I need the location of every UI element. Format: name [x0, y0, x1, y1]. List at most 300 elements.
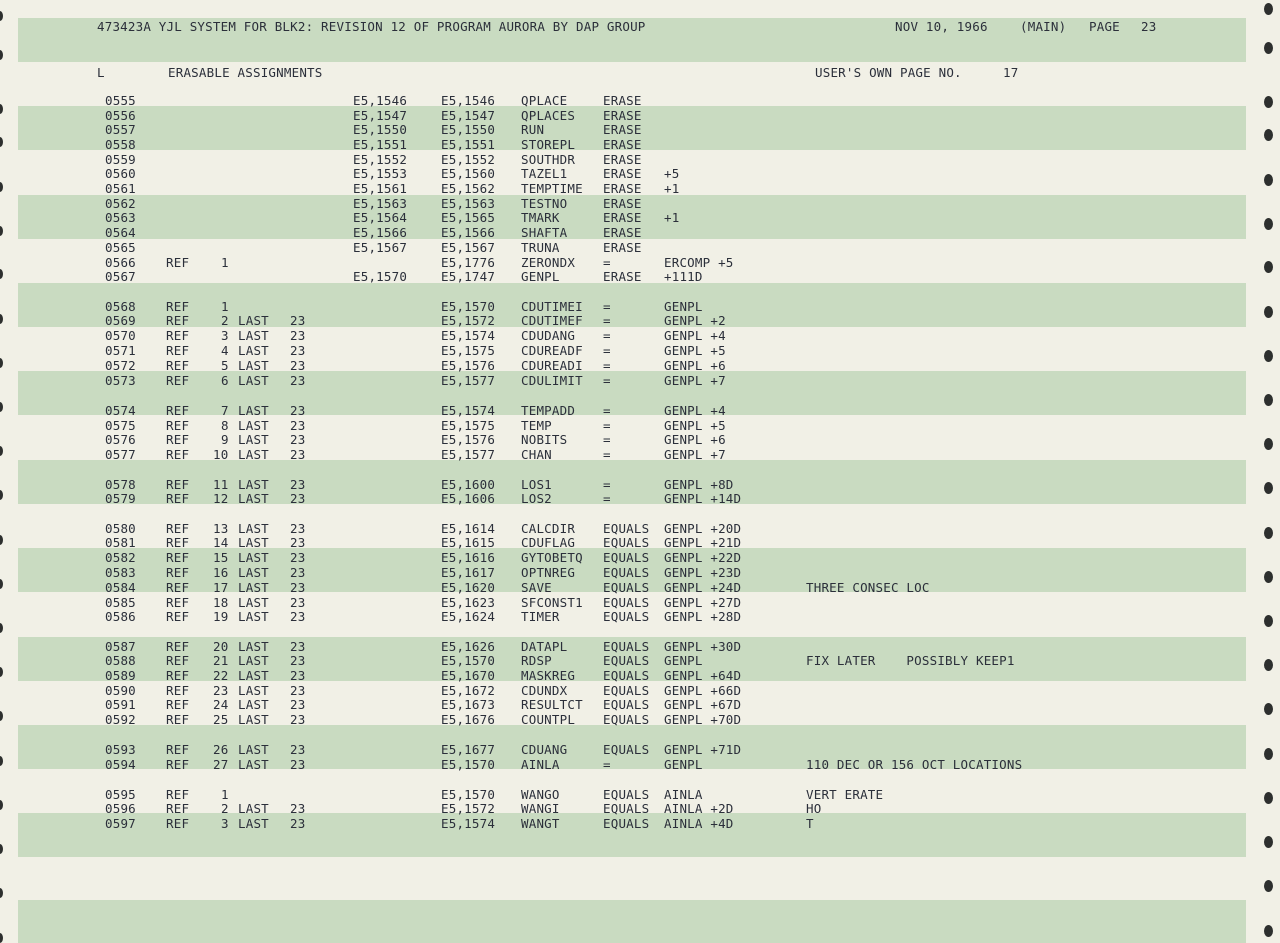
opcode: = [603, 255, 611, 270]
feed-hole-icon [1264, 261, 1273, 273]
address-right: E5,1623 [441, 595, 496, 610]
last-keyword: LAST [238, 521, 269, 536]
feed-hole-icon [1264, 218, 1273, 230]
line-number: 0557 [105, 122, 136, 137]
feed-hole-icon [0, 711, 3, 721]
ref-keyword: REF [166, 550, 190, 565]
line-number: 0561 [105, 181, 136, 196]
line-number: 0590 [105, 683, 136, 698]
ref-count: 3 [221, 328, 229, 343]
operand: GENPL +70D [664, 712, 742, 727]
address-right: E5,1626 [441, 639, 496, 654]
opcode: ERASE [603, 240, 642, 255]
address-right: E5,1550 [441, 122, 496, 137]
ref-keyword: REF [166, 816, 190, 831]
operand: GENPL +5 [664, 343, 726, 358]
opcode: ERASE [603, 225, 642, 240]
opcode: ERASE [603, 152, 642, 167]
line-number: 0572 [105, 358, 136, 373]
operand: GENPL +4 [664, 328, 726, 343]
opcode: = [603, 299, 611, 314]
last-keyword: LAST [238, 668, 269, 683]
address-right: E5,1546 [441, 93, 496, 108]
ref-keyword: REF [166, 535, 190, 550]
ref-keyword: REF [166, 595, 190, 610]
ref-count: 2 [221, 801, 229, 816]
last-page: 23 [290, 683, 306, 698]
feed-hole-icon [0, 623, 3, 633]
operand: GENPL +2 [664, 313, 726, 328]
symbol-name: OPTNREG [521, 565, 576, 580]
ref-count: 23 [213, 683, 229, 698]
operand: GENPL +7 [664, 447, 726, 462]
feed-hole-icon [0, 226, 3, 236]
symbol-name: CDUREADI [521, 358, 583, 373]
last-keyword: LAST [238, 595, 269, 610]
feed-hole-icon [1264, 792, 1273, 804]
ref-keyword: REF [166, 742, 190, 757]
address-right: E5,1677 [441, 742, 496, 757]
last-page: 23 [290, 550, 306, 565]
opcode: EQUALS [603, 595, 650, 610]
last-keyword: LAST [238, 683, 269, 698]
symbol-name: NOBITS [521, 432, 568, 447]
ref-count: 21 [213, 653, 229, 668]
operand: GENPL +6 [664, 358, 726, 373]
ref-keyword: REF [166, 358, 190, 373]
symbol-name: TEMPADD [521, 403, 576, 418]
ref-keyword: REF [166, 757, 190, 772]
ref-keyword: REF [166, 787, 190, 802]
line-number: 0563 [105, 210, 136, 225]
address-right: E5,1670 [441, 668, 496, 683]
address-right: E5,1570 [441, 757, 496, 772]
feed-hole-icon [1264, 174, 1273, 186]
line-number: 0558 [105, 137, 136, 152]
ref-count: 1 [221, 299, 229, 314]
line-number: 0560 [105, 166, 136, 181]
ref-count: 20 [213, 639, 229, 654]
symbol-name: QPLACES [521, 108, 576, 123]
comment: HO [806, 801, 822, 816]
last-page: 23 [290, 742, 306, 757]
last-page: 23 [290, 373, 306, 388]
last-page: 23 [290, 712, 306, 727]
address-right: E5,1575 [441, 343, 496, 358]
ref-keyword: REF [166, 343, 190, 358]
opcode: = [603, 343, 611, 358]
last-keyword: LAST [238, 639, 269, 654]
symbol-name: CDULIMIT [521, 373, 583, 388]
last-page: 23 [290, 697, 306, 712]
ref-count: 13 [213, 521, 229, 536]
opcode: EQUALS [603, 609, 650, 624]
ref-count: 1 [221, 255, 229, 270]
operand: GENPL +67D [664, 697, 742, 712]
address-left: E5,1553 [353, 166, 408, 181]
address-right: E5,1562 [441, 181, 496, 196]
feed-hole-icon [1264, 836, 1273, 848]
comment: 110 DEC OR 156 OCT LOCATIONS [806, 757, 1023, 772]
opcode: ERASE [603, 210, 642, 225]
ref-keyword: REF [166, 432, 190, 447]
operand: GENPL +23D [664, 565, 742, 580]
opcode: EQUALS [603, 683, 650, 698]
opcode: = [603, 418, 611, 433]
symbol-name: WANGI [521, 801, 560, 816]
symbol-name: TEMPTIME [521, 181, 583, 196]
last-page: 23 [290, 609, 306, 624]
last-page: 23 [290, 639, 306, 654]
feed-hole-icon [1264, 659, 1273, 671]
operand: ERCOMP +5 [664, 255, 734, 270]
section-title: ERASABLE ASSIGNMENTS [168, 65, 323, 80]
opcode: = [603, 403, 611, 418]
line-number: 0556 [105, 108, 136, 123]
operand: +111D [664, 269, 703, 284]
symbol-name: CDUTIMEI [521, 299, 583, 314]
address-right: E5,1547 [441, 108, 496, 123]
symbol-name: TAZEL1 [521, 166, 568, 181]
feed-hole-icon [0, 314, 3, 324]
last-page: 23 [290, 535, 306, 550]
operand: GENPL +66D [664, 683, 742, 698]
opcode: ERASE [603, 137, 642, 152]
line-number: 0555 [105, 93, 136, 108]
feed-hole-icon [1264, 394, 1273, 406]
last-keyword: LAST [238, 565, 269, 580]
last-page: 23 [290, 313, 306, 328]
symbol-name: CALCDIR [521, 521, 576, 536]
ref-count: 10 [213, 447, 229, 462]
address-right: E5,1600 [441, 477, 496, 492]
feed-hole-icon [0, 490, 3, 500]
opcode: = [603, 447, 611, 462]
ref-count: 5 [221, 358, 229, 373]
line-number: 0577 [105, 447, 136, 462]
feed-hole-icon [0, 535, 3, 545]
feed-hole-icon [0, 800, 3, 810]
ref-count: 11 [213, 477, 229, 492]
ref-count: 18 [213, 595, 229, 610]
line-number: 0566 [105, 255, 136, 270]
feed-hole-icon [1264, 571, 1273, 583]
ref-count: 24 [213, 697, 229, 712]
opcode: ERASE [603, 166, 642, 181]
address-right: E5,1620 [441, 580, 496, 595]
line-number: 0574 [105, 403, 136, 418]
symbol-name: ZERONDX [521, 255, 576, 270]
opcode: EQUALS [603, 535, 650, 550]
address-right: E5,1576 [441, 358, 496, 373]
last-page: 23 [290, 491, 306, 506]
ref-keyword: REF [166, 683, 190, 698]
address-right: E5,1614 [441, 521, 496, 536]
opcode: ERASE [603, 93, 642, 108]
last-page: 23 [290, 565, 306, 580]
listing-marker: L [97, 65, 105, 80]
address-right: E5,1560 [441, 166, 496, 181]
ref-count: 1 [221, 787, 229, 802]
opcode: = [603, 373, 611, 388]
line-number: 0595 [105, 787, 136, 802]
last-keyword: LAST [238, 801, 269, 816]
symbol-name: MASKREG [521, 668, 576, 683]
address-right: E5,1565 [441, 210, 496, 225]
operand: GENPL +64D [664, 668, 742, 683]
feed-hole-icon [1264, 438, 1273, 450]
last-keyword: LAST [238, 403, 269, 418]
ref-count: 25 [213, 712, 229, 727]
symbol-name: LOS2 [521, 491, 552, 506]
header-line [0, 19, 1157, 34]
opcode: EQUALS [603, 816, 650, 831]
address-right: E5,1574 [441, 403, 496, 418]
symbol-name: AINLA [521, 757, 560, 772]
line-number: 0597 [105, 816, 136, 831]
last-keyword: LAST [238, 328, 269, 343]
last-page: 23 [290, 757, 306, 772]
address-right: E5,1617 [441, 565, 496, 580]
line-number: 0568 [105, 299, 136, 314]
last-keyword: LAST [238, 697, 269, 712]
opcode: EQUALS [603, 712, 650, 727]
opcode: ERASE [603, 108, 642, 123]
address-left: E5,1551 [353, 137, 408, 152]
opcode: ERASE [603, 196, 642, 211]
line-number: 0583 [105, 565, 136, 580]
ref-keyword: REF [166, 373, 190, 388]
line-number: 0587 [105, 639, 136, 654]
feed-hole-icon [0, 933, 3, 943]
green-bar [18, 460, 1246, 504]
ref-keyword: REF [166, 418, 190, 433]
operand: GENPL [664, 299, 703, 314]
address-right: E5,1747 [441, 269, 496, 284]
operand: GENPL +27D [664, 595, 742, 610]
address-right: E5,1676 [441, 712, 496, 727]
ref-count: 16 [213, 565, 229, 580]
comment: VERT ERATE [806, 787, 884, 802]
operand: GENPL +5 [664, 418, 726, 433]
operand: AINLA [664, 787, 703, 802]
opcode: = [603, 477, 611, 492]
last-keyword: LAST [238, 580, 269, 595]
address-left: E5,1564 [353, 210, 408, 225]
symbol-name: TIMER [521, 609, 560, 624]
ref-count: 2 [221, 313, 229, 328]
line-number: 0579 [105, 491, 136, 506]
operand: GENPL +71D [664, 742, 742, 757]
feed-hole-icon [1264, 925, 1273, 937]
feed-hole-icon [0, 844, 3, 854]
last-page: 23 [290, 403, 306, 418]
opcode: = [603, 432, 611, 447]
address-right: E5,1566 [441, 225, 496, 240]
address-right: E5,1570 [441, 653, 496, 668]
address-right: E5,1577 [441, 447, 496, 462]
operand: GENPL +22D [664, 550, 742, 565]
comment: THREE CONSEC LOC [806, 580, 930, 595]
ref-count: 26 [213, 742, 229, 757]
address-left: E5,1570 [353, 269, 408, 284]
symbol-name: COUNTPL [521, 712, 576, 727]
line-number: 0562 [105, 196, 136, 211]
ref-keyword: REF [166, 521, 190, 536]
ref-keyword: REF [166, 477, 190, 492]
symbol-name: SFCONST1 [521, 595, 583, 610]
line-number: 0588 [105, 653, 136, 668]
line-number: 0592 [105, 712, 136, 727]
address-right: E5,1577 [441, 373, 496, 388]
feed-hole-icon [1264, 615, 1273, 627]
ref-keyword: REF [166, 712, 190, 727]
ref-keyword: REF [166, 653, 190, 668]
last-keyword: LAST [238, 358, 269, 373]
symbol-name: CDUNDX [521, 683, 568, 698]
operand: +5 [664, 166, 680, 181]
ref-count: 27 [213, 757, 229, 772]
feed-hole-icon [1264, 482, 1273, 494]
line-number: 0570 [105, 328, 136, 343]
last-page: 23 [290, 418, 306, 433]
symbol-name: CDUREADF [521, 343, 583, 358]
address-right: E5,1776 [441, 255, 496, 270]
operand: GENPL +28D [664, 609, 742, 624]
symbol-name: WANGO [521, 787, 560, 802]
operand: GENPL [664, 757, 703, 772]
address-right: E5,1551 [441, 137, 496, 152]
operand: +1 [664, 181, 680, 196]
ref-keyword: REF [166, 403, 190, 418]
operand: GENPL +8D [664, 477, 734, 492]
own-page-label: USER'S OWN PAGE NO. [815, 65, 962, 80]
feed-hole-icon [0, 579, 3, 589]
line-number: 0585 [105, 595, 136, 610]
last-page: 23 [290, 816, 306, 831]
address-right: E5,1552 [441, 152, 496, 167]
feed-hole-icon [1264, 527, 1273, 539]
opcode: EQUALS [603, 787, 650, 802]
last-keyword: LAST [238, 491, 269, 506]
feed-hole-icon [0, 402, 3, 412]
address-right: E5,1570 [441, 787, 496, 802]
last-page: 23 [290, 668, 306, 683]
ref-keyword: REF [166, 491, 190, 506]
last-keyword: LAST [238, 447, 269, 462]
comment: T [806, 816, 814, 831]
operand: GENPL +4 [664, 403, 726, 418]
opcode: = [603, 491, 611, 506]
line-number: 0576 [105, 432, 136, 447]
ref-count: 22 [213, 668, 229, 683]
ref-keyword: REF [166, 255, 190, 270]
symbol-name: RESULTCT [521, 697, 583, 712]
opcode: EQUALS [603, 697, 650, 712]
address-left: E5,1567 [353, 240, 408, 255]
opcode: ERASE [603, 122, 642, 137]
feed-hole-icon [1264, 42, 1273, 54]
line-number: 0569 [105, 313, 136, 328]
ref-keyword: REF [166, 299, 190, 314]
opcode: EQUALS [603, 565, 650, 580]
line-number: 0591 [105, 697, 136, 712]
last-page: 23 [290, 358, 306, 373]
line-number: 0582 [105, 550, 136, 565]
symbol-name: CDUANG [521, 742, 568, 757]
green-bar [18, 283, 1246, 327]
address-right: E5,1574 [441, 328, 496, 343]
symbol-name: SOUTHDR [521, 152, 576, 167]
address-right: E5,1563 [441, 196, 496, 211]
symbol-name: WANGT [521, 816, 560, 831]
address-right: E5,1616 [441, 550, 496, 565]
last-keyword: LAST [238, 609, 269, 624]
line-number: 0580 [105, 521, 136, 536]
last-page: 23 [290, 328, 306, 343]
print-mode: (MAIN) [1020, 19, 1067, 34]
symbol-name: DATAPL [521, 639, 568, 654]
feed-hole-icon [1264, 3, 1273, 15]
ref-count: 6 [221, 373, 229, 388]
line-number: 0578 [105, 477, 136, 492]
opcode: EQUALS [603, 639, 650, 654]
opcode: = [603, 328, 611, 343]
last-page: 23 [290, 477, 306, 492]
ref-keyword: REF [166, 328, 190, 343]
opcode: EQUALS [603, 653, 650, 668]
ref-keyword: REF [166, 580, 190, 595]
opcode: EQUALS [603, 801, 650, 816]
job-title: 473423A YJL SYSTEM FOR BLK2: REVISION 12 OF PROGRAM AURORA BY DAP GROUP [97, 19, 646, 34]
symbol-name: CHAN [521, 447, 552, 462]
address-right: E5,1572 [441, 313, 496, 328]
last-keyword: LAST [238, 535, 269, 550]
feed-hole-icon [1264, 96, 1273, 108]
line-number: 0575 [105, 418, 136, 433]
operand: GENPL [664, 653, 703, 668]
opcode: EQUALS [603, 668, 650, 683]
ref-count: 4 [221, 343, 229, 358]
address-left: E5,1547 [353, 108, 408, 123]
address-left: E5,1566 [353, 225, 408, 240]
symbol-name: GYTOBETQ [521, 550, 583, 565]
ref-count: 12 [213, 491, 229, 506]
feed-hole-icon [1264, 129, 1273, 141]
line-number: 0589 [105, 668, 136, 683]
feed-hole-icon [0, 667, 3, 677]
symbol-name: QPLACE [521, 93, 568, 108]
opcode: = [603, 757, 611, 772]
operand: AINLA +4D [664, 816, 734, 831]
ref-keyword: REF [166, 609, 190, 624]
symbol-name: CDUDANG [521, 328, 576, 343]
subheader-line [0, 65, 1019, 80]
feed-hole-icon [1264, 350, 1273, 362]
last-keyword: LAST [238, 418, 269, 433]
address-left: E5,1550 [353, 122, 408, 137]
ref-keyword: REF [166, 447, 190, 462]
address-right: E5,1615 [441, 535, 496, 550]
own-page-number: 17 [1003, 65, 1019, 80]
feed-hole-icon [0, 446, 3, 456]
symbol-name: TMARK [521, 210, 560, 225]
opcode: EQUALS [603, 550, 650, 565]
feed-hole-icon [1264, 880, 1273, 892]
address-right: E5,1672 [441, 683, 496, 698]
feed-hole-icon [1264, 748, 1273, 760]
line-number: 0559 [105, 152, 136, 167]
